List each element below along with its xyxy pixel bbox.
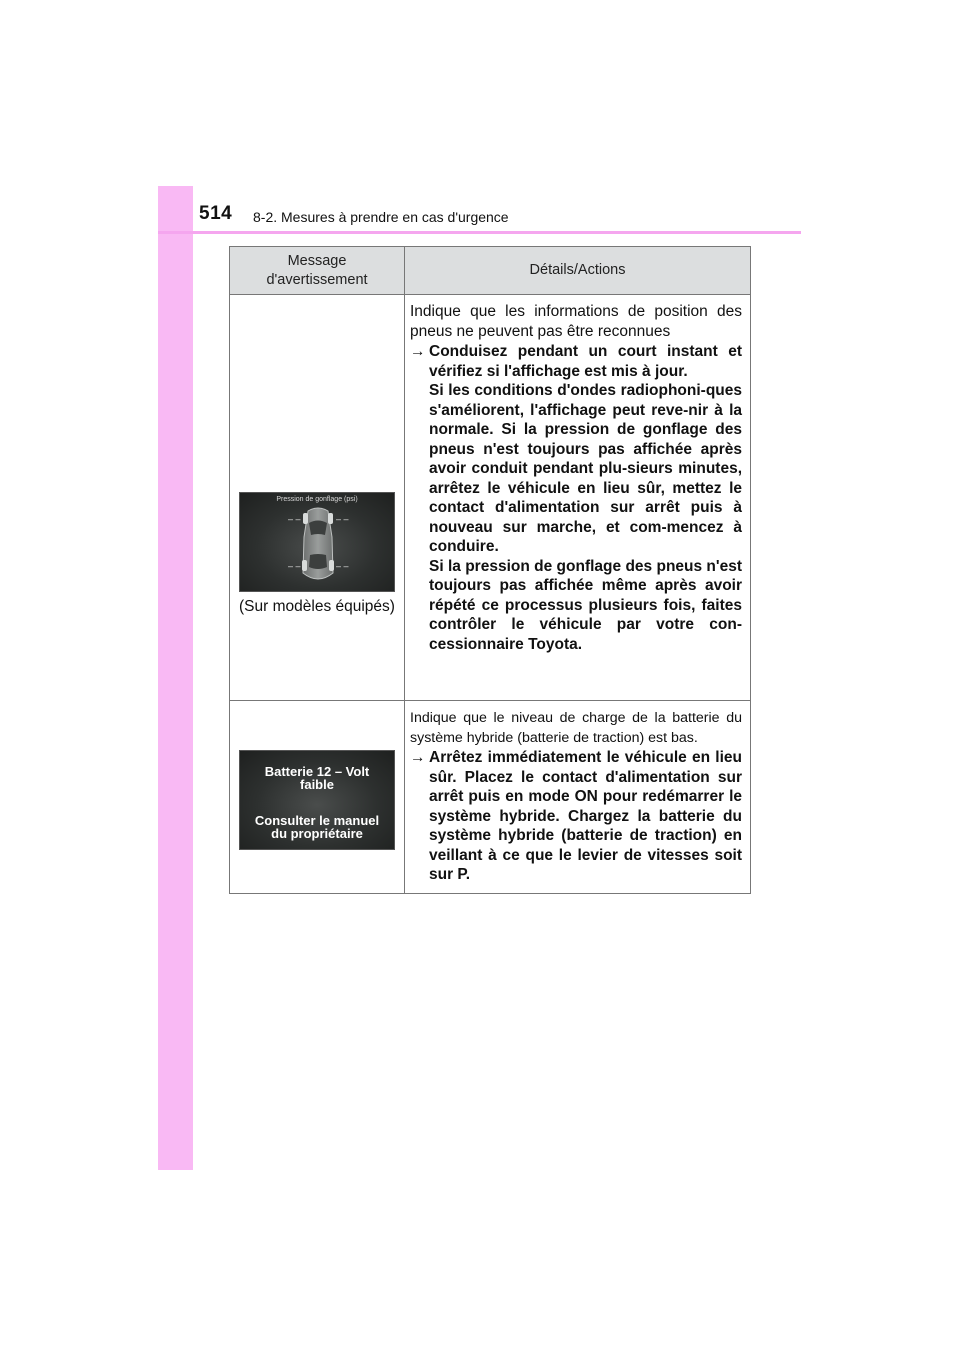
action-paragraph: Arrêtez immédiatement le véhicule en lieu sûr. Placez le contact d'alimentation sur arrêt puis en mode ON pour redémarrer le système hybride. Chargez la batterie du système hybride (batterie de traction) en veillant à ce que le levier de vitesses soit sur P. [429,749,742,883]
warning-description: Indique que les informations de position des pneus ne peuvent pas être reconnues [410,303,742,340]
display-title: Pression de gonflage (psi) [276,495,358,503]
display-line [240,765,394,791]
warning-messages-table [229,246,751,894]
car-top-view-icon [240,493,396,593]
display-line-text: Batterie 12 – Volt [264,763,370,779]
battery-low-display-image [239,750,395,850]
arrow-icon: → [410,749,426,766]
details-cell [405,295,751,701]
display-line-text: Consulter le manuel [254,812,380,828]
table-header-row [230,247,751,295]
message-cell [230,295,405,701]
action-instructions [410,342,742,654]
action-instructions [410,748,742,885]
column-header-message [230,247,405,295]
section-title: 8-2. Mesures à prendre en cas d'urgence [253,209,509,225]
column-header-details: Détails/Actions [405,247,751,295]
action-paragraph: Si la pression de gonflage des pneus n'est toujours pas affichée même après avoir répété ce processus plusieurs fois, faites contrôler le véhicule par votre con-cessionnaire Toyota. [429,557,742,653]
display-line [240,814,394,840]
page-number: 514 [199,203,233,224]
chapter-side-strip [158,186,193,1170]
column-header-message-line: Message [287,252,347,269]
action-paragraph: Conduisez pendant un court instant et vérifiez si l'affichage est mis à jour. [429,343,742,380]
action-paragraph: Si les conditions d'ondes radiophoni-ques s'améliorent, l'affichage peut reve-nir à la normale. Si la pression de gonflage des pneus n'est toujours pas affichée après avoir conduit pendant plu-sieurs minutes, arrêtez le véhicule en lieu sûr, mettez le contact d'alimentation sur arrêt puis à nouveau sur marche, et com-mencez à conduire. [429,382,742,555]
column-header-message-line: d'avertissement [266,271,368,288]
tire-value-front-left: – – [288,513,301,524]
details-cell [405,701,751,894]
display-line-text: faible [300,776,334,792]
tire-value-front-right: – – [336,513,349,524]
arrow-icon: → [410,343,426,360]
warning-description: Indique que le niveau de charge de la batterie du système hybride (batterie de traction) est bas. [410,710,742,746]
display-line-text: du propriétaire [271,825,363,841]
equipped-models-caption: (Sur modèles équipés) [239,597,395,615]
tire-pressure-display-image [239,492,395,592]
table-row [230,701,751,894]
message-cell [230,701,405,894]
header-rule [158,231,801,234]
tire-value-rear-left: – – [288,560,301,571]
tire-value-rear-right: – – [336,560,349,571]
table-row [230,295,751,701]
